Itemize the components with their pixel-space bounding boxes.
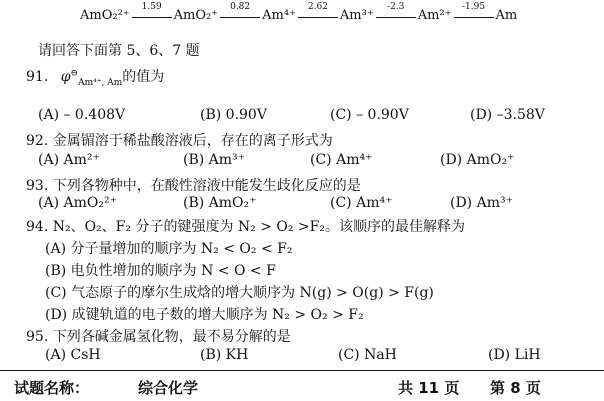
q95-option-c[interactable]: (C) NaH (338, 347, 397, 363)
species-4: Am³⁺ (339, 8, 374, 23)
total-pages: 共 11 页 (398, 379, 460, 397)
q93-stem: 93. 下列各物种中，在酸性溶液中能发生歧化反应的是 (26, 178, 361, 194)
q94-option-a[interactable]: (A) 分子量增加的顺序为 N₂ < O₂ < F₂ (45, 241, 293, 257)
species-6: Am (495, 8, 518, 23)
q91-option-c[interactable]: (C) – 0.90V (330, 107, 409, 123)
q93-option-b[interactable]: (B) AmO₂⁺ (183, 195, 257, 211)
q91-option-a[interactable]: (A) – 0.408V (38, 107, 126, 123)
instruction: 请回答下面第 5、6、7 题 (38, 43, 200, 59)
q94-stem: 94. N₂、O₂、F₂ 分子的键强度为 N₂ > O₂ >F₂。该顺序的最佳解释为 (26, 219, 465, 235)
exam-subject: 综合化学 (138, 379, 199, 397)
species-5: Am²⁺ (417, 8, 452, 23)
species-1: AmO₂²⁺ (80, 8, 130, 23)
q92-option-d[interactable]: (D) AmO₂⁺ (440, 152, 515, 168)
q93-option-c[interactable]: (C) Am⁴⁺ (330, 195, 393, 211)
q95-option-a[interactable]: (A) CsH (45, 347, 101, 363)
q91-option-b[interactable]: (B) 0.90V (200, 107, 267, 123)
potential-1: 1.59 (141, 1, 162, 12)
q92-option-b[interactable]: (B) Am³⁺ (183, 152, 246, 168)
species-2: AmO₂⁺ (173, 8, 219, 23)
q92-option-a[interactable]: (A) Am²⁺ (38, 152, 100, 168)
potential-2: 0.82 (230, 1, 251, 12)
potential-arrow-1 (132, 1, 172, 23)
standard-mark: ⊖ (70, 68, 79, 79)
q91-tail: 的值为 (122, 69, 165, 85)
species-3: Am⁴⁺ (262, 8, 296, 23)
q95-option-b[interactable]: (B) KH (200, 347, 249, 363)
q93-option-a[interactable]: (A) AmO₂²⁺ (38, 195, 117, 211)
potential-5: -1.95 (461, 1, 486, 12)
potential-arrow-3 (298, 1, 338, 23)
page-footer (0, 370, 604, 401)
potential-arrow-4 (376, 1, 416, 23)
q95-option-d[interactable]: (D) LiH (488, 347, 541, 363)
potential-arrow-5 (454, 1, 494, 23)
q92-option-c[interactable]: (C) Am⁴⁺ (310, 152, 373, 168)
q91-stem (26, 66, 164, 88)
q95-stem: 95. 下列各碱金属氢化物，最不易分解的是 (26, 329, 291, 345)
q92-stem: 92. 金属镅溶于稀盐酸溶液后，存在的离子形式为 (26, 133, 333, 149)
latimer-diagram (80, 1, 518, 23)
exam-name-label: 试题名称： (14, 379, 90, 397)
q91-subscript: Am⁴⁺, Am (78, 77, 123, 88)
q91-number: 91. (26, 69, 49, 85)
potential-arrow-2 (220, 1, 260, 23)
potential-4: -2.3 (387, 1, 405, 12)
q94-option-c[interactable]: (C) 气态原子的摩尔生成焓的增大顺序为 N(g) > O(g) > F(g) (45, 285, 434, 301)
q91-option-d[interactable]: (D) –3.58V (470, 107, 545, 123)
page-number: 第 8 页 (490, 379, 541, 397)
q94-option-d[interactable]: (D) 成键轨道的电子数的增大顺序为 N₂ > O₂ > F₂ (45, 307, 364, 323)
q94-option-b[interactable]: (B) 电负性增加的顺序为 N < O < F (45, 263, 276, 279)
phi-symbol: φ (60, 69, 71, 85)
potential-3: 2.62 (307, 1, 328, 12)
q93-option-d[interactable]: (D) Am³⁺ (450, 195, 513, 211)
